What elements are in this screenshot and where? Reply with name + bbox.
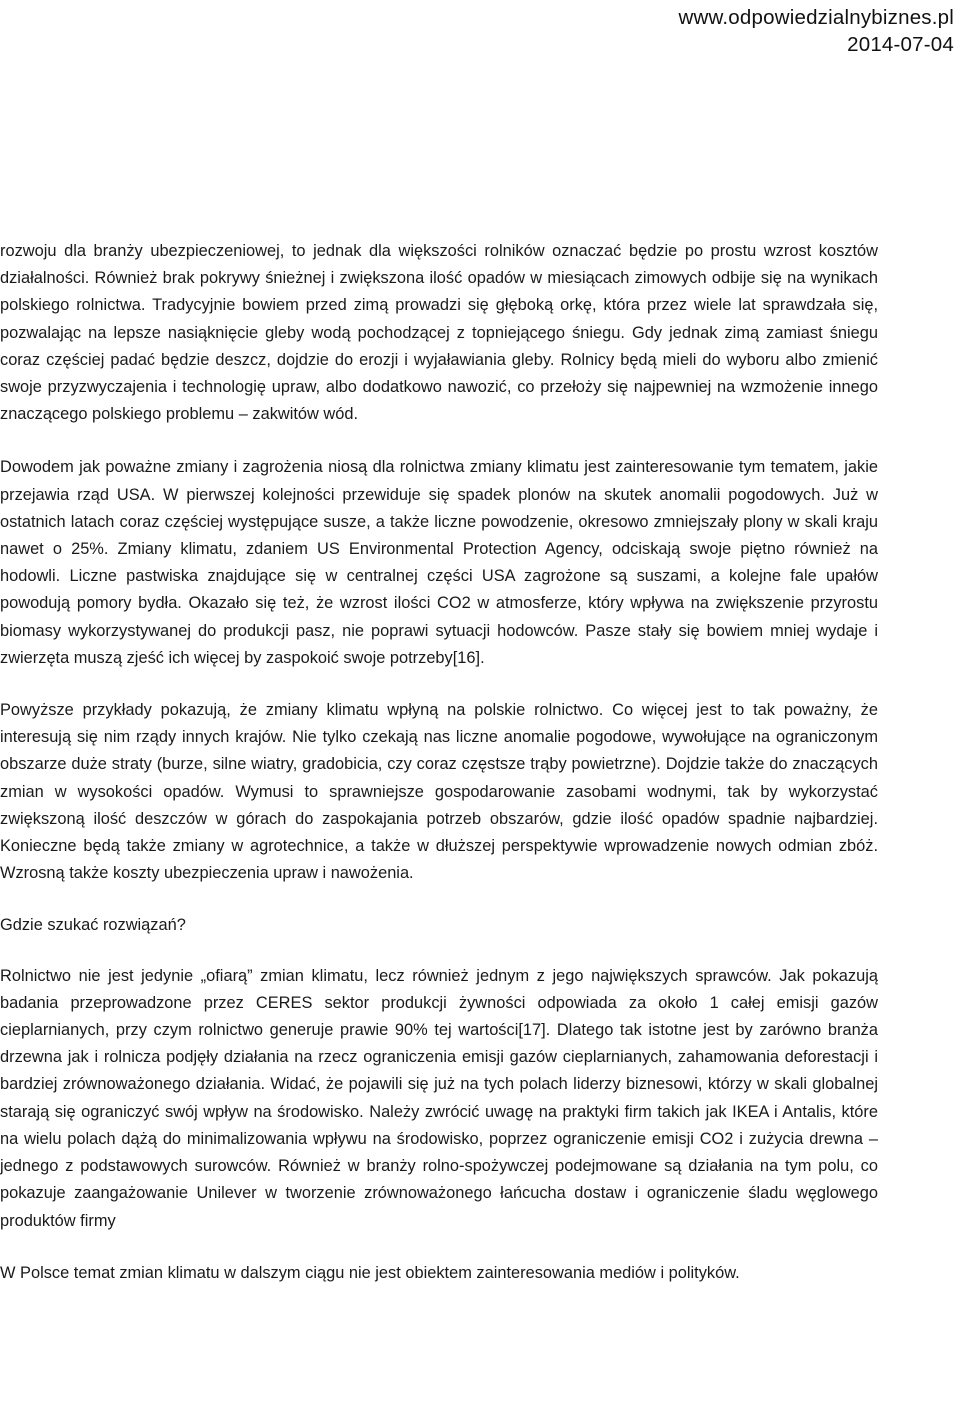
site-url: www.odpowiedzialnybiznes.pl (678, 6, 954, 29)
document-date: 2014-07-04 (847, 33, 954, 56)
article-body (0, 238, 878, 1287)
paragraph: Rolnictwo nie jest jedynie „ofiarą” zmian klimatu, lecz również jednym z jego największych sprawców. Jak pokazują badania przeprowadzone przez CERES sektor produkcji żywności odpowiada za około 1 całej emisji gazów cieplarnianych, przy czym rolnictwo generuje prawie 90% tej wartości[17]. Dlatego tak istotne jest by zarówno branża drzewna jak i rolnicza podjęły działania na rzecz ograniczenia emisji gazów cieplarnianych, zahamowania deforestacji i bardziej zrównoważonego działania. Widać, że pojawili się już na tych polach liderzy biznesowi, którzy w skali globalnej starają się ograniczyć swój wpływ na środowisko. Należy zwrócić uwagę na praktyki firm takich jak IKEA i Antalis, które na wielu polach dążą do minimalizowania wpływu na środowisko, poprzez ograniczenie emisji CO2 i zużycia drewna – jednego z podstawowych surowców. Również w branży rolno-spożywczej podejmowane są działania na tym polu, co pokazuje zaangażowanie Unilever w tworzenie zrównoważonego łańcucha dostaw i ograniczenie śladu węglowego produktów firmy (0, 966, 878, 1230)
paragraph: Powyższe przykłady pokazują, że zmiany klimatu wpłyną na polskie rolnictwo. Co więcej jest to tak poważny, że interesują się nim rządy innych krajów. Nie tylko czekają nas liczne anomalie pogodowe, wywołujące na ograniczonym obszarze duże straty (burze, silne wiatry, gradobicia, czy coraz częstsze trąby powietrzne). Dojdzie także do znaczących zmian w wysokości opadów. Wymusi to sprawniejsze gospodarowanie zasobami wodnymi, tak by wykorzystać zwiększoną ilość deszczów w górach do zaspokajania potrzeb obszarów, gdzie ilość opadów spadnie najbardziej. Konieczne będą także zmiany w agrotechnice, a także w dłuższej perspektywie wprowadzenie nowych odmian zbóż. Wzrosną także koszty ubezpieczenia upraw i nawożenia. (0, 701, 878, 883)
section-heading: Gdzie szukać rozwiązań? (0, 916, 186, 935)
page-header (679, 4, 954, 58)
paragraph: W Polsce temat zmian klimatu w dalszym ciągu nie jest obiektem zainteresowania mediów i polityków. (0, 1263, 740, 1282)
paragraph: rozwoju dla branży ubezpieczeniowej, to jednak dla większości rolników oznaczać będzie po prostu wzrost kosztów działalności. Również brak pokrywy śnieżnej i zwiększona ilość opadów w miesiącach zimowych odbije się na wynikach polskiego rolnictwa. Tradycyjnie bowiem przed zimą prowadzi się głęboką orkę, która przez wiele lat sprawdzała się, pozwalając na lepsze nasiąknięcie gleby wodą pochodzącej z topniejącego śniegu. Gdy jednak zimą zamiast śniegu coraz częściej padać będzie deszcz, dojdzie do erozji i wyjaławiania gleby. Rolnicy będą mieli do wyboru albo zmienić swoje przyzwyczajenia i technologię upraw, albo dodatkowo nawozić, co przełoży się najpewniej na wzmożenie innego znaczącego polskiego problemu – zakwitów wód. (0, 242, 878, 424)
paragraph: Dowodem jak poważne zmiany i zagrożenia niosą dla rolnictwa zmiany klimatu jest zainteresowanie tym tematem, jakie przejawia rząd USA. W pierwszej kolejności przewiduje się spadek plonów na skutek anomalii pogodowych. Już w ostatnich latach coraz częściej występujące susze, a także liczne powodzenie, okresowo zmniejszały plony w skali kraju nawet o 25%. Zmiany klimatu, zdaniem US Environmental Protection Agency, odciskają swoje piętno również na hodowli. Liczne pastwiska znajdujące się w centralnej części USA zagrożone są suszami, a kolejne fale upałów powodują pomory bydła. Okazało się też, że wzrost ilości CO2 w atmosferze, który wpływa na zwiększenie przyrostu biomasy wykorzystywanej do produkcji pasz, nie poprawi sytuacji hodowców. Pasze stały się bowiem mniej wydaje i zwierzęta muszą zjeść ich więcej by zaspokoić swoje potrzeby[16]. (0, 458, 878, 667)
